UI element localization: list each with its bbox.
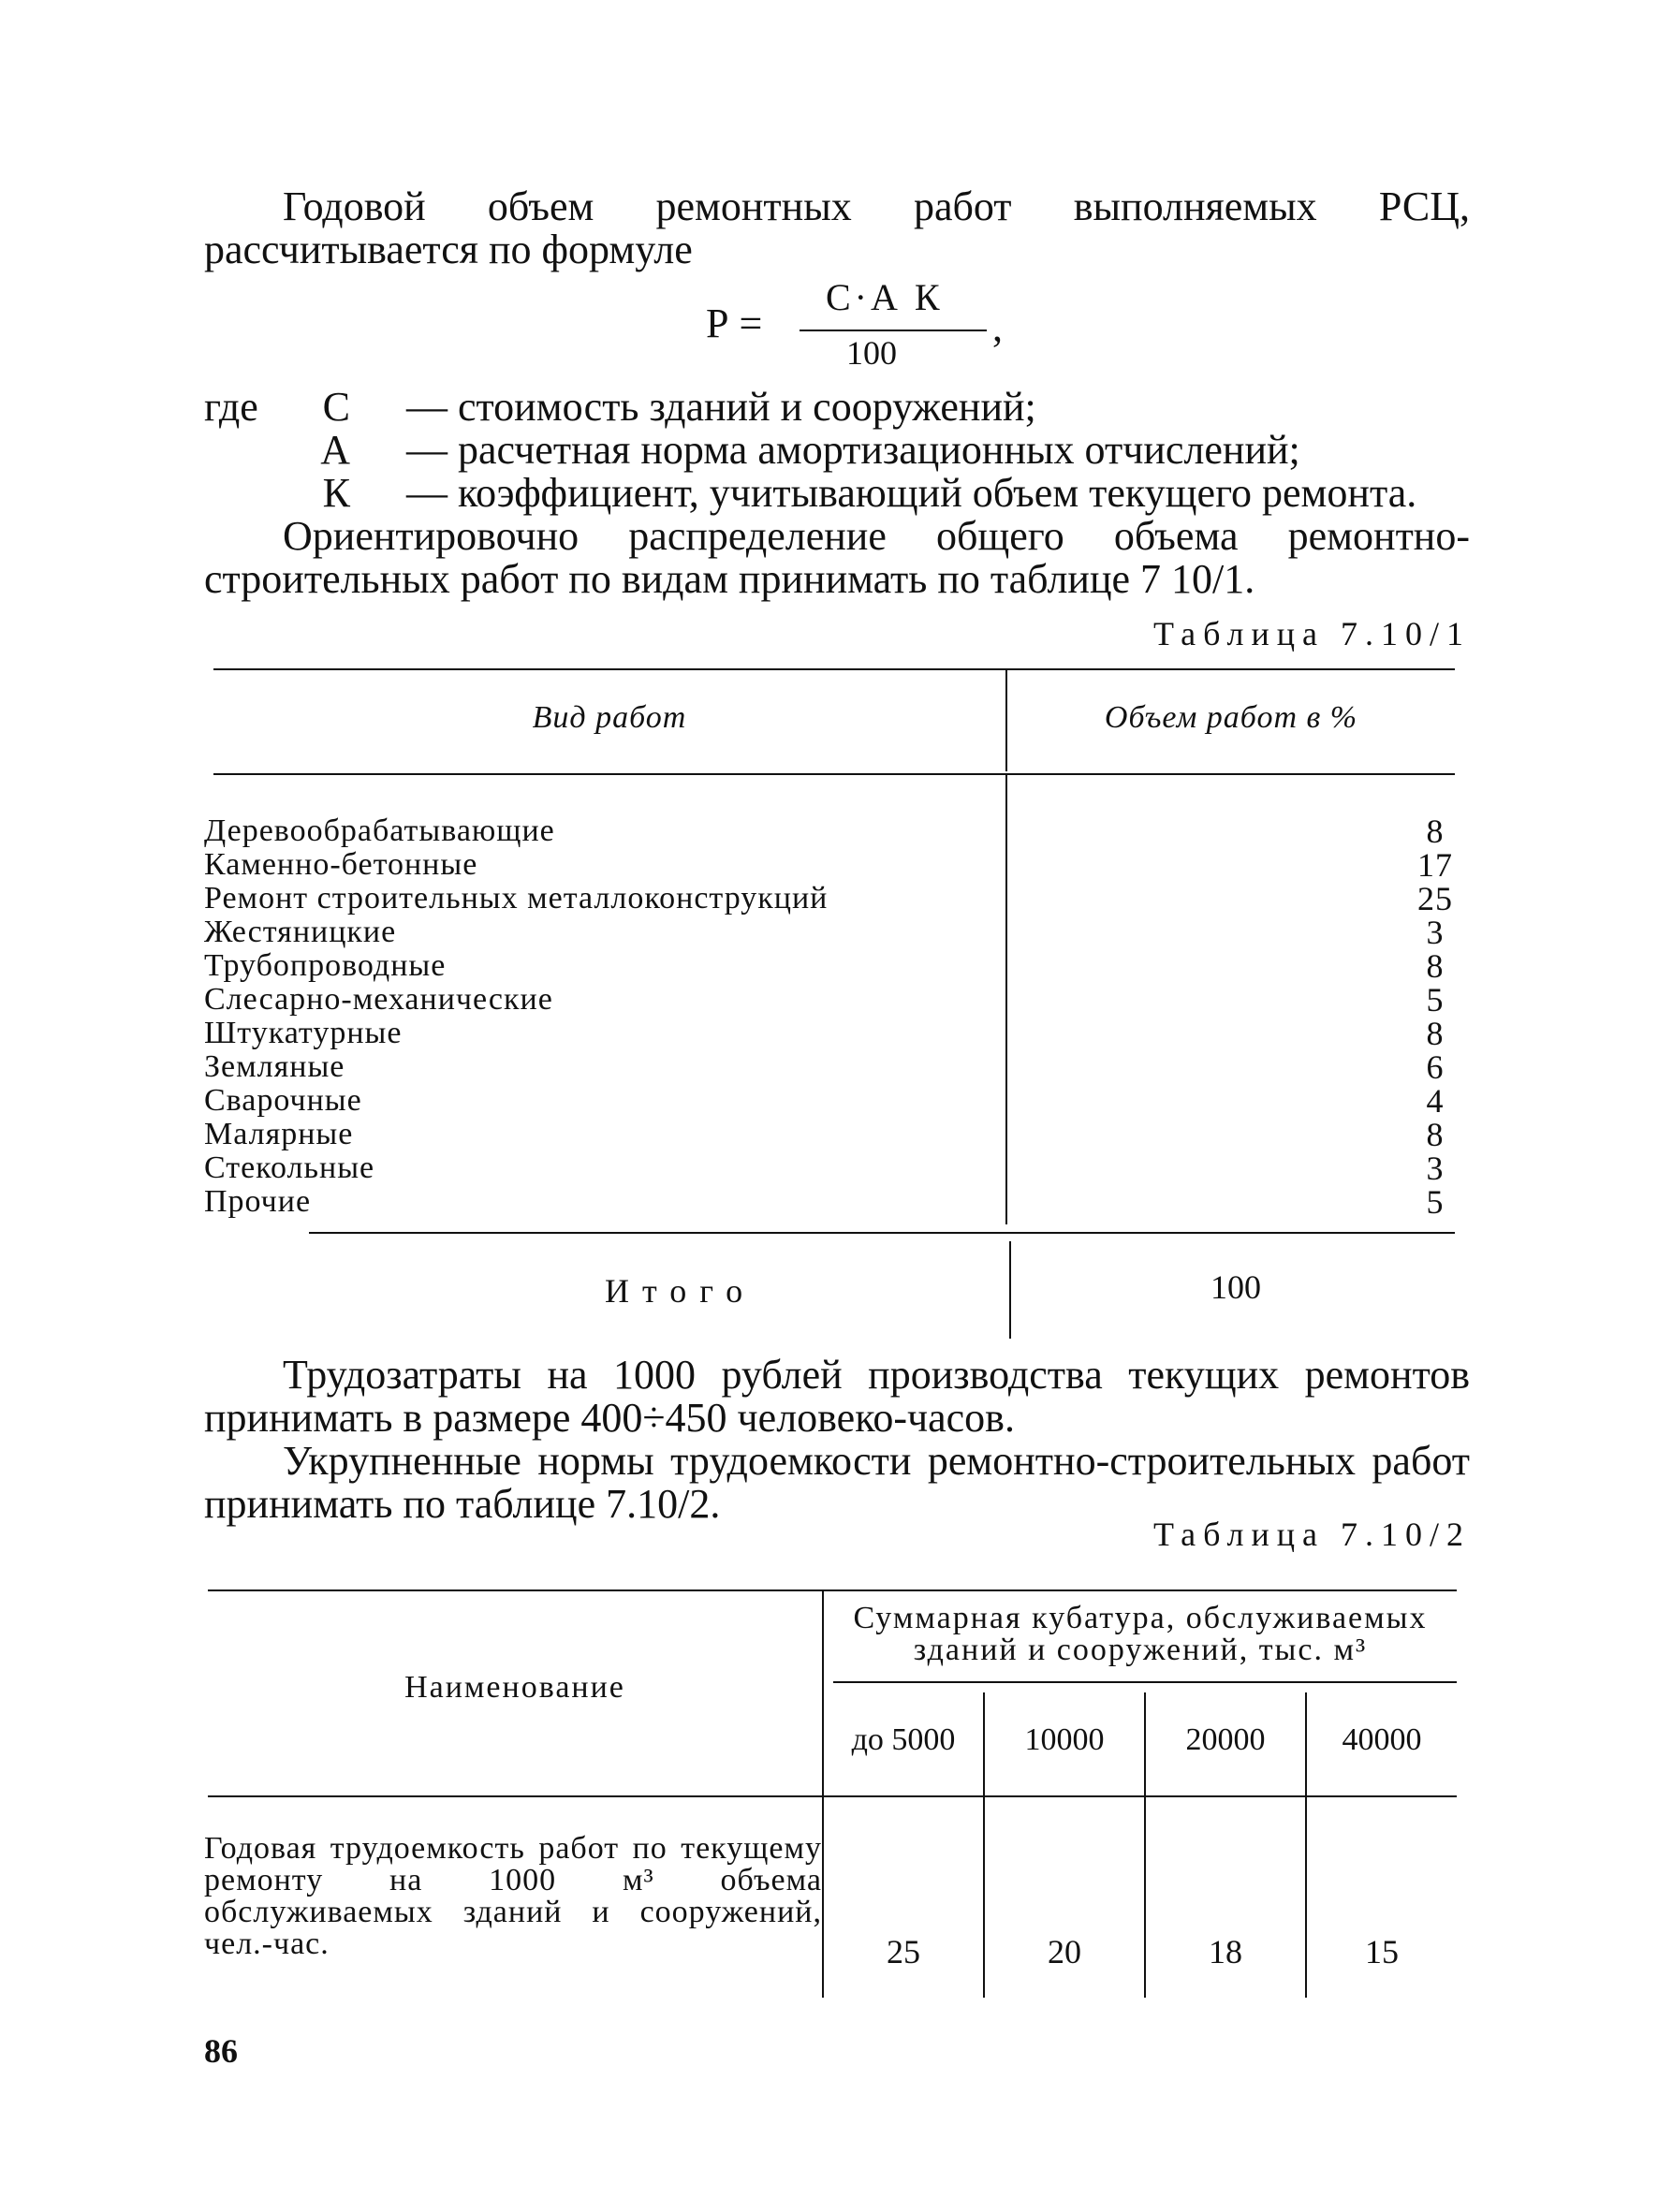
table2-col-header: 20000 [1185,1722,1266,1757]
table-row [204,949,1459,983]
formula-comma: , [992,304,1003,350]
row-value: 8 [1426,1116,1445,1153]
definition-text: — расчетная норма амортизационных отчислений; [406,427,1300,473]
table-row [204,1017,1459,1050]
row-value: 5 [1426,1183,1445,1221]
row-value: 4 [1426,1082,1445,1120]
table2-value: 18 [1209,1933,1242,1970]
table1-total-label: Итого [605,1272,756,1310]
row-value: 3 [1426,914,1445,951]
table-row [204,848,1459,882]
table-row [204,1118,1459,1151]
formula-fraction-bar [800,330,987,331]
definition-text: — стоимость зданий и сооружений; [406,384,1036,430]
definition-prefix: где [204,384,258,430]
row-name: Жестяницкие [204,915,397,949]
table1-header-rule [213,773,1455,775]
row-name: Деревообрабатывающие [204,813,555,848]
row-name: Стекольные [204,1150,375,1185]
row-value: 8 [1426,813,1445,850]
row-value: 5 [1426,981,1445,1018]
page-number: 86 [204,2032,238,2070]
formula [706,275,1015,378]
table2-col-header: 10000 [1024,1722,1105,1757]
row-name: Малярные [204,1117,354,1151]
formula-lhs: Р = [706,300,763,346]
table-row [204,983,1459,1017]
row-value: 25 [1417,880,1453,917]
row-name: Трубопроводные [204,948,447,983]
table2-name-header: Наименование [404,1670,625,1705]
table-row [204,882,1459,916]
table2-row-label: Годовая трудоемкость работ по текущему ремонту на 1000 м³ объема обслуживаемых зданий и сооружений, чел.-час. [204,1831,822,1961]
intro-paragraph: Годовой объем ремонтных работ выполняемых РСЦ, рассчитывается по формуле [204,183,1470,272]
para-distribution: Ориентировочно распределение общего объема ремонтно-строительных работ по видам принимать по таблице 7 10/1. [204,513,1470,602]
table1-col2-header: Объем работ в % [1104,700,1358,735]
para-labor-costs: Трудозатраты на 1000 рублей производства текущих ремонтов принимать в размере 400÷450 человеко-часов. [204,1352,1470,1441]
row-name: Земляные [204,1049,345,1084]
table2-group-rule [833,1681,1457,1683]
table2-top-rule [208,1589,1457,1591]
table-row [204,1185,1459,1219]
table2-group-header-line1: Суммарная кубатура, обслуживаемых [853,1601,1428,1635]
table2-col-header: до 5000 [851,1722,956,1757]
definition-symbol: С [322,384,350,430]
para-norms: Укрупненные нормы трудоемкости ремонтно-строительных работ принимать по таблице 7.10/2. [204,1438,1470,1527]
row-value: 8 [1426,1015,1445,1052]
table2-value: 20 [1048,1933,1081,1970]
table-row [204,814,1459,848]
table1-body [204,814,1459,1219]
table2-value: 15 [1365,1933,1399,1970]
table1-total-value: 100 [1210,1268,1261,1306]
table1-total-divider [1009,1241,1011,1339]
definition-text: — коэффициент, учитывающий объем текущего ремонта. [406,470,1417,516]
table2-header-rule [208,1795,1457,1797]
table-row [204,1151,1459,1185]
formula-denominator: 100 [846,334,897,372]
row-name: Сварочные [204,1083,362,1118]
row-name: Слесарно-механические [204,982,553,1017]
row-name: Ремонт строительных металлоконструкций [204,881,829,916]
row-value: 17 [1417,846,1453,884]
table2-col-header: 40000 [1342,1722,1422,1757]
row-value: 8 [1426,947,1445,985]
table2-group-header-line2: зданий и сооружений, тыс. м³ [913,1633,1368,1667]
table-row [204,1084,1459,1118]
table2-value: 25 [887,1933,920,1970]
definition-symbol: К [322,470,350,516]
row-name: Штукатурные [204,1016,403,1050]
table1-caption: Таблица 7.10/1 [1153,615,1471,652]
row-name: Каменно-бетонные [204,847,478,882]
table-row [204,916,1459,949]
formula-numerator: С·А К [826,276,944,318]
row-value: 6 [1426,1048,1445,1086]
table1-total-rule [309,1232,1455,1234]
definition-symbol: А [320,427,350,473]
table1-top-rule [213,668,1455,670]
table1-col1-header: Вид работ [532,700,687,735]
row-value: 3 [1426,1150,1445,1187]
table-row [204,1050,1459,1084]
row-name: Прочие [204,1184,312,1219]
table2-caption: Таблица 7.10/2 [1153,1516,1471,1553]
